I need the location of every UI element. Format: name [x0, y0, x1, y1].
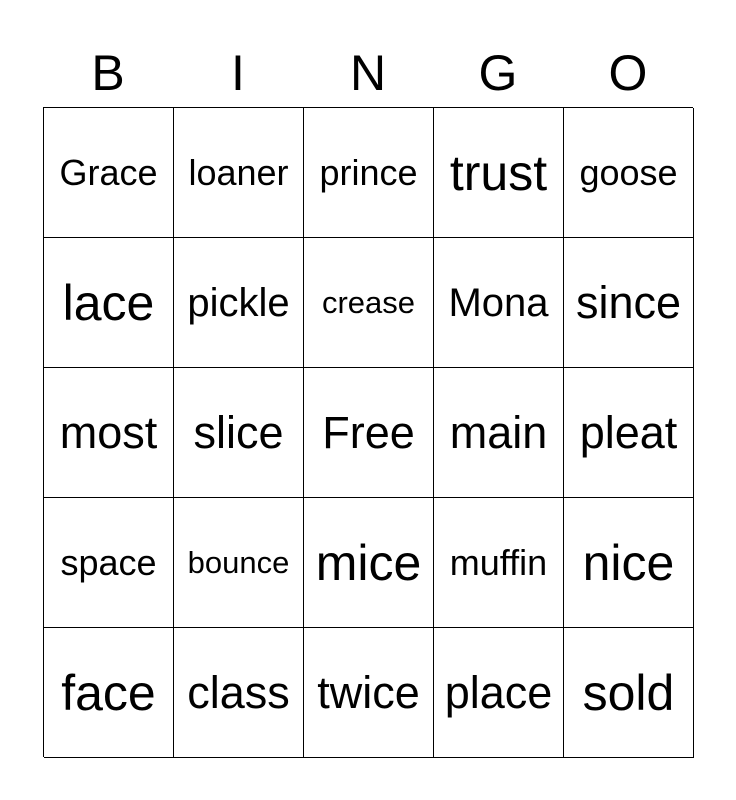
bingo-header [43, 40, 693, 106]
header-letter-o: O [608, 45, 648, 101]
bingo-cell: Mona [434, 238, 564, 368]
bingo-cell: slice [174, 368, 304, 498]
bingo-cell: class [174, 628, 304, 758]
bingo-board [43, 107, 693, 757]
header-letter-g: G [478, 45, 518, 101]
bingo-cell: Free [304, 368, 434, 498]
bingo-cell: space [44, 498, 174, 628]
bingo-cell: twice [304, 628, 434, 758]
bingo-cell: nice [564, 498, 694, 628]
bingo-cell: main [434, 368, 564, 498]
bingo-cell: mice [304, 498, 434, 628]
bingo-cell: prince [304, 108, 434, 238]
bingo-cell: pleat [564, 368, 694, 498]
bingo-cell: pickle [174, 238, 304, 368]
bingo-cell: lace [44, 238, 174, 368]
bingo-cell: goose [564, 108, 694, 238]
bingo-cell: most [44, 368, 174, 498]
bingo-cell: Grace [44, 108, 174, 238]
bingo-cell: sold [564, 628, 694, 758]
bingo-cell: bounce [174, 498, 304, 628]
bingo-cell: crease [304, 238, 434, 368]
header-letter-i: I [231, 45, 245, 101]
bingo-cell: loaner [174, 108, 304, 238]
bingo-cell: face [44, 628, 174, 758]
header-letter-n: N [349, 45, 387, 101]
bingo-cell: since [564, 238, 694, 368]
bingo-cell: place [434, 628, 564, 758]
bingo-cell: muffin [434, 498, 564, 628]
header-letter-b: B [91, 45, 125, 101]
bingo-cell: trust [434, 108, 564, 238]
